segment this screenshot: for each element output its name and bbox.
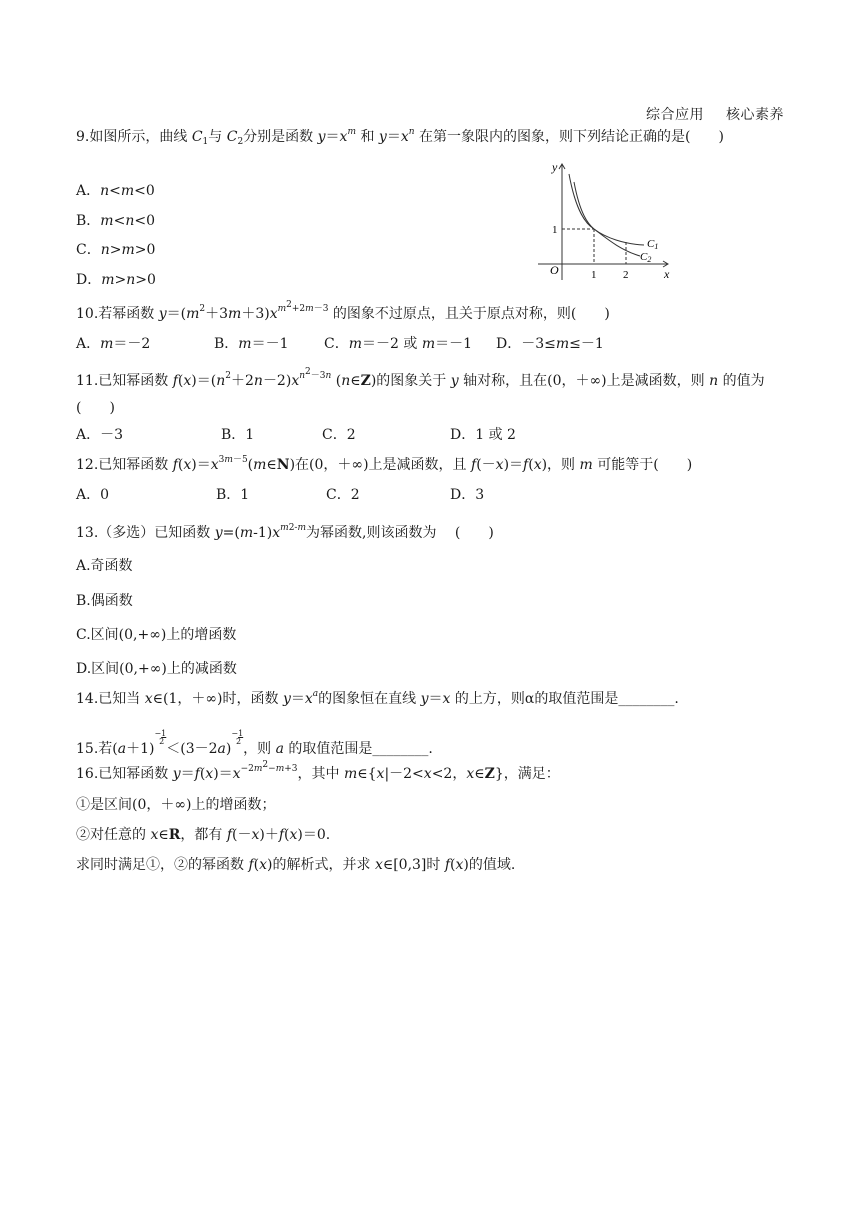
curve-c1 xyxy=(574,182,644,245)
q12-option-d: D．3 xyxy=(450,487,485,503)
q14-stem: 14.已知当 x∈(1，＋∞)时，函数 $y=x^a$的图象恒在直线 y＝x 的上方，则α的取值范围是________. xyxy=(76,689,679,707)
q10-option-a: A．m＝－2 xyxy=(76,336,151,352)
label-c1: C1 xyxy=(647,238,659,251)
q12-stem: 12.已知幂函数 $f(x)=x^{3m-5}(m\in N)$在(0，＋∞)上是减函数，且 f(－x)＝f(x)，则 m 可能等于( ) xyxy=(76,455,693,473)
q15-stem: 15.若(a＋1)−1 2 ＜(3－2a)−1 2 ，则 a 的取值范围是________. xyxy=(76,729,433,757)
q16-ask: 求同时满足①，②的幂函数 f(x)的解析式，并求 x∈[0,3]时 f(x)的值域. xyxy=(76,857,516,873)
q9-option-b: B．m<n<0 xyxy=(76,213,155,229)
q10-option-d: D．－3≤m≤－1 xyxy=(496,336,604,352)
header-left: 综合应用 xyxy=(646,107,704,123)
x-axis-label: x xyxy=(664,267,670,281)
origin-label: O xyxy=(550,263,559,277)
tick-y1: 1 xyxy=(552,224,558,236)
q9-figure xyxy=(536,152,678,284)
q13-option-c: C.区间(0,+∞)上的增函数 xyxy=(76,627,237,643)
q13-option-a: A.奇函数 xyxy=(76,558,133,574)
q10-option-c: C．m＝－2 或 m＝－1 xyxy=(324,336,473,352)
q13-option-d: D.区间(0,+∞)上的减函数 xyxy=(76,661,237,677)
q16-condition-1: ①是区间(0，＋∞)上的增函数； xyxy=(76,797,276,813)
q12-option-a: A．0 xyxy=(76,487,110,503)
label-c2: C2 xyxy=(640,251,652,264)
q11-option-d: D．1 或 2 xyxy=(450,427,516,443)
q9-option-d: D．m>n>0 xyxy=(76,272,156,288)
page-header xyxy=(646,104,784,124)
q11-stem: 11.已知幂函数 $f(x)=(n^2+2n-2)x^{n^2-3n}$ (n∈Z)的图象关于 y 轴对称，且在(0，＋∞)上是减函数，则 n 的值为 xyxy=(76,367,765,389)
q12-option-c: C．2 xyxy=(326,487,360,503)
q16-condition-2: ②对任意的 x∈R，都有 f(－x)＋f(x)＝0. xyxy=(76,827,331,843)
q12-option-b: B．1 xyxy=(216,487,250,503)
q11-option-c: C．2 xyxy=(322,427,356,443)
q9-stem: 9.如图所示，曲线 $C_1$与 $C_2$分别是函数 $y=x^m$ 和 $y=x^n$ 在第一象限内的图象，则下列结论正确的是( ) xyxy=(76,127,724,147)
header-right: 核心素养 xyxy=(726,107,784,123)
tick-x2: 2 xyxy=(623,269,629,281)
q11-stem-cont: ( ) xyxy=(76,400,115,416)
q9-option-c: C．n>m>0 xyxy=(76,242,156,258)
y-axis-label: y xyxy=(552,160,558,174)
q16-stem: 16.已知幂函数 $y=f(x)=x^{-2m^2-m+3}$，其中 m∈{x|－2<x<2，x∈Z}，满足： xyxy=(76,760,560,782)
tick-x1: 1 xyxy=(591,269,597,281)
q9-option-a: A．n<m<0 xyxy=(76,183,155,199)
q11-option-b: B．1 xyxy=(221,427,255,443)
q13-option-b: B.偶函数 xyxy=(76,593,133,609)
q13-stem: 13.（多选）已知函数 $y=(m-1)x^{m2-m}$为幂函数,则该函数为 ( ) xyxy=(76,523,494,541)
q11-option-a: A．－3 xyxy=(76,427,124,443)
q10-stem: 10.若幂函数 $y=(m^2+3m+3)x^{m^2+2m-3}$ 的图象不过原点，且关于原点对称，则( ) xyxy=(76,300,610,322)
q10-option-b: B．m＝－1 xyxy=(214,336,289,352)
